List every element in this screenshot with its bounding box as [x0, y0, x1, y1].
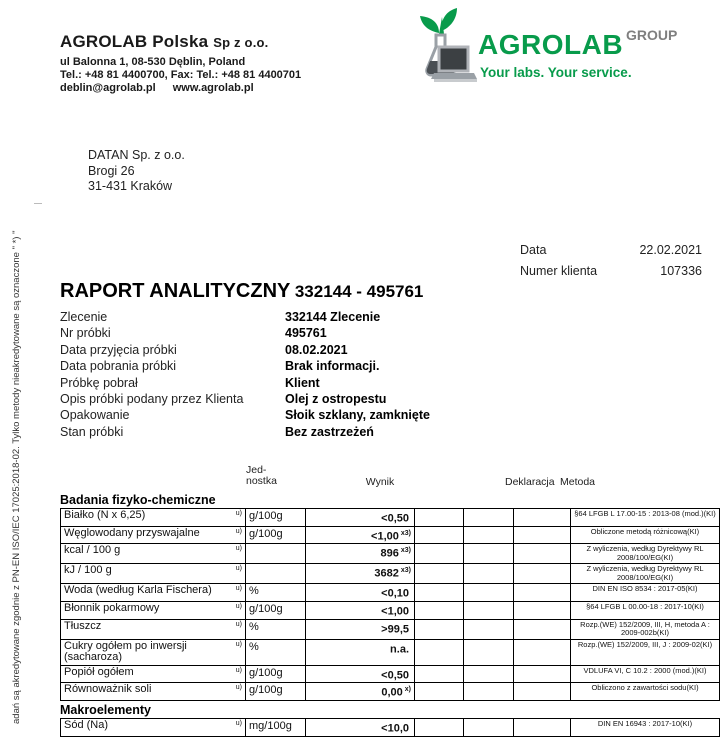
table-row — [61, 619, 720, 639]
result-footnote-sup: x3) — [400, 529, 411, 537]
empty-cell — [415, 601, 464, 619]
table-row — [61, 509, 720, 527]
param-name: Tłuszcz — [64, 619, 102, 632]
company-email[interactable]: deblin@agrolab.pl — [60, 82, 156, 94]
param-name: Błonnik pokarmowy — [64, 601, 160, 614]
param-footnote-sup: u) — [235, 565, 242, 573]
param-name: Woda (według Karla Fischera) — [64, 584, 212, 597]
recipient-street: Brogi 26 — [88, 163, 135, 178]
param-unit: mg/100g — [246, 718, 306, 736]
letterhead — [60, 32, 301, 95]
company-phone: Tel.: +48 81 4400700, Fax: Tel.: +48 81 4400701 — [60, 69, 302, 81]
empty-cell — [464, 564, 514, 584]
param-unit — [246, 544, 306, 564]
empty-cell — [464, 683, 514, 701]
declaration-cell — [514, 639, 571, 665]
empty-cell — [415, 544, 464, 564]
table-row — [61, 639, 720, 665]
param-unit — [246, 564, 306, 584]
param-method: Z wyliczenia, według Dyrektywy RL 2008/100/EG(KI) — [571, 544, 720, 564]
field-value: Klient — [285, 375, 320, 390]
table-row — [61, 718, 720, 736]
meta-client-row — [520, 264, 702, 278]
param-result: >99,5 — [381, 623, 409, 636]
company-address: ul Balonna 1, 08-530 Dęblin, Poland — [60, 56, 246, 68]
param-unit: g/100g — [246, 601, 306, 619]
field-value: 495761 — [285, 326, 327, 341]
param-name: Węglowodany przyswajalne — [64, 526, 200, 539]
param-name: kcal / 100 g — [64, 544, 121, 557]
param-name: Równoważnik soli — [64, 683, 152, 696]
field-value: Bez zastrzeżeń — [285, 424, 374, 439]
param-result: <0,50 — [381, 512, 409, 525]
empty-cell — [464, 665, 514, 683]
param-result: n.a. — [390, 643, 409, 656]
header-result: Wynik — [365, 476, 395, 488]
param-method: §64 LFGB L 00.00-18 : 2017-10(KI) — [571, 601, 720, 619]
declaration-cell — [514, 718, 571, 736]
empty-cell — [415, 619, 464, 639]
param-footnote-sup: u) — [235, 666, 242, 674]
empty-cell — [415, 639, 464, 665]
table-row — [61, 544, 720, 564]
param-result: 0,00 — [381, 686, 403, 699]
results-table — [60, 718, 720, 737]
header-unit — [246, 465, 277, 487]
field-label: Stan próbki — [60, 424, 124, 439]
field-label: Zlecenie — [60, 310, 108, 324]
company-contact-line — [60, 82, 301, 95]
table-row — [61, 665, 720, 683]
param-result: <0,50 — [381, 669, 409, 682]
param-name: Cukry ogółem po inwersji (sacharoza) — [64, 639, 187, 664]
results-section — [60, 493, 716, 701]
declaration-cell — [514, 584, 571, 602]
param-footnote-sup: u) — [235, 585, 242, 593]
results-table — [60, 508, 720, 701]
header-declaration: Deklaracja — [505, 476, 555, 488]
param-result: <1,00 — [371, 530, 399, 543]
logo-brand-text: AGROLAB — [478, 29, 624, 60]
param-footnote-sup: u) — [235, 510, 242, 517]
declaration-cell — [514, 564, 571, 584]
param-method: Obliczone metodą różnicową(KI) — [571, 526, 720, 544]
result-footnote-sup: x) — [404, 686, 411, 694]
param-result: 896 — [380, 547, 399, 560]
fold-mark — [34, 203, 42, 204]
param-footnote-sup: u) — [235, 684, 242, 692]
param-unit: % — [246, 619, 306, 639]
param-result: <0,10 — [381, 587, 409, 600]
company-name-suffix: Sp z o.o. — [213, 35, 269, 50]
declaration-cell — [514, 526, 571, 544]
field-label: Data pobrania próbki — [60, 359, 177, 374]
empty-cell — [464, 509, 514, 527]
field-value: Brak informacji. — [285, 359, 380, 374]
recipient-name: DATAN Sp. z o.o. — [88, 148, 185, 162]
empty-cell — [464, 526, 514, 544]
param-method: Rozp.(WE) 152/2009, III, H, metoda A : 2009-002b(KI) — [571, 619, 720, 639]
field-label: Próbkę pobrał — [60, 375, 138, 390]
results-column-headers — [60, 465, 712, 491]
sample-field-row — [60, 375, 620, 391]
field-value: 08.02.2021 — [285, 342, 348, 357]
empty-cell — [464, 639, 514, 665]
section-title: Badania fizyko-chemiczne — [60, 493, 216, 507]
declaration-cell — [514, 665, 571, 683]
sample-details — [60, 309, 620, 440]
meta-date-row — [520, 243, 702, 257]
accreditation-margin-note: adań są akredytowane zgodnie z PN-EN ISO/IEC 17025:2018-02. Tylko metody nieakredytowane są oznaczone " *) " — [11, 230, 22, 724]
report-title-number: 332144 - 495761 — [294, 282, 424, 301]
page-title — [60, 280, 423, 303]
report-meta — [520, 243, 702, 285]
declaration-cell — [514, 619, 571, 639]
meta-date-value: 22.02.2021 — [639, 243, 702, 257]
header-unit-line2: nostka — [246, 475, 277, 487]
declaration-cell — [514, 601, 571, 619]
param-footnote-sup: u) — [235, 602, 242, 610]
results-tables — [60, 493, 716, 737]
param-name: Białko (N x 6,25) — [64, 509, 146, 521]
company-name-main: AGROLAB Polska — [60, 32, 209, 51]
empty-cell — [415, 509, 464, 527]
recipient-city: 31-431 Kraków — [88, 179, 173, 193]
result-footnote-sup: x3) — [400, 567, 411, 575]
param-name: Sód (Na) — [64, 718, 109, 731]
sample-field-row — [60, 309, 620, 325]
empty-cell — [464, 544, 514, 564]
param-unit: g/100g — [246, 526, 306, 544]
logo-tagline: Your labs. Your service. — [480, 65, 632, 80]
sample-field-row — [60, 391, 620, 407]
declaration-cell — [514, 683, 571, 701]
table-row — [61, 564, 720, 584]
param-method: Rozp.(WE) 152/2009, III, J : 2009-02(KI) — [571, 639, 720, 665]
company-website[interactable]: www.agrolab.pl — [172, 82, 254, 94]
empty-cell — [415, 683, 464, 701]
param-footnote-sup: u) — [235, 719, 242, 727]
company-name — [60, 32, 301, 52]
param-result: <10,0 — [381, 722, 409, 735]
table-row — [61, 526, 720, 544]
param-unit: g/100g — [246, 665, 306, 683]
declaration-cell — [514, 509, 571, 527]
field-label: Nr próbki — [60, 326, 111, 341]
meta-date-label: Data — [520, 243, 547, 257]
flask-plant-laptop-icon — [412, 7, 474, 89]
report-title-text: RAPORT ANALITYCZNY — [60, 280, 291, 302]
param-result: <1,00 — [381, 605, 409, 618]
empty-cell — [464, 619, 514, 639]
header-unit-line1: Jed- — [246, 464, 267, 476]
param-footnote-sup: u) — [235, 620, 242, 628]
param-unit: % — [246, 639, 306, 665]
field-label: Data przyjęcia próbki — [60, 342, 177, 357]
field-value: Olej z ostropestu — [285, 392, 387, 407]
field-value: Słoik szklany, zamknięte — [285, 408, 430, 423]
meta-client-label: Numer klienta — [520, 264, 598, 278]
sample-field-row — [60, 407, 620, 423]
logo-group-text: GROUP — [626, 27, 678, 43]
param-footnote-sup: u) — [235, 545, 242, 553]
sample-field-row — [60, 424, 620, 440]
param-result: 3682 — [374, 567, 399, 580]
results-section — [60, 704, 712, 737]
empty-cell — [415, 526, 464, 544]
empty-cell — [415, 718, 464, 736]
param-method: DIN EN 16943 : 2017-10(KI) — [571, 718, 720, 736]
table-row — [61, 683, 720, 701]
recipient-address — [88, 148, 185, 195]
empty-cell — [464, 584, 514, 602]
header-method: Metoda — [560, 476, 596, 488]
param-method: Obliczono z zawartości sodu(KI) — [571, 683, 720, 701]
sample-field-row — [60, 342, 620, 358]
sample-field-row — [60, 358, 620, 374]
field-label: Opis próbki podany przez Klienta — [60, 392, 244, 407]
empty-cell — [415, 665, 464, 683]
param-name: Popiół ogółem — [64, 665, 134, 678]
param-footnote-sup: u) — [235, 527, 242, 535]
empty-cell — [464, 718, 514, 736]
param-method: Z wyliczenia, według Dyrektywy RL 2008/100/EG(KI) — [571, 564, 720, 584]
field-label: Opakowanie — [60, 408, 130, 423]
sample-field-row — [60, 325, 620, 341]
empty-cell — [415, 564, 464, 584]
agrolab-group-logo — [404, 5, 704, 100]
param-footnote-sup: u) — [235, 640, 242, 648]
declaration-cell — [514, 544, 571, 564]
empty-cell — [464, 601, 514, 619]
meta-client-value: 107336 — [660, 264, 702, 278]
table-row — [61, 584, 720, 602]
result-footnote-sup: x3) — [400, 547, 411, 555]
table-row — [61, 601, 720, 619]
param-unit: g/100g — [246, 683, 306, 701]
section-title: Makroelementy — [60, 702, 152, 717]
empty-cell — [415, 584, 464, 602]
param-method: §64 LFGB L 17.00-15 : 2013-08 (mod.)(KI) — [571, 509, 720, 527]
param-method: VDLUFA VI, C 10.2 : 2000 (mod.)(KI) — [571, 665, 720, 683]
field-value: 332144 Zlecenie — [285, 310, 381, 324]
param-method: DIN EN ISO 8534 : 2017-05(KI) — [571, 584, 720, 602]
param-unit: % — [246, 584, 306, 602]
param-name: kJ / 100 g — [64, 564, 112, 577]
param-unit: g/100g — [246, 509, 306, 527]
